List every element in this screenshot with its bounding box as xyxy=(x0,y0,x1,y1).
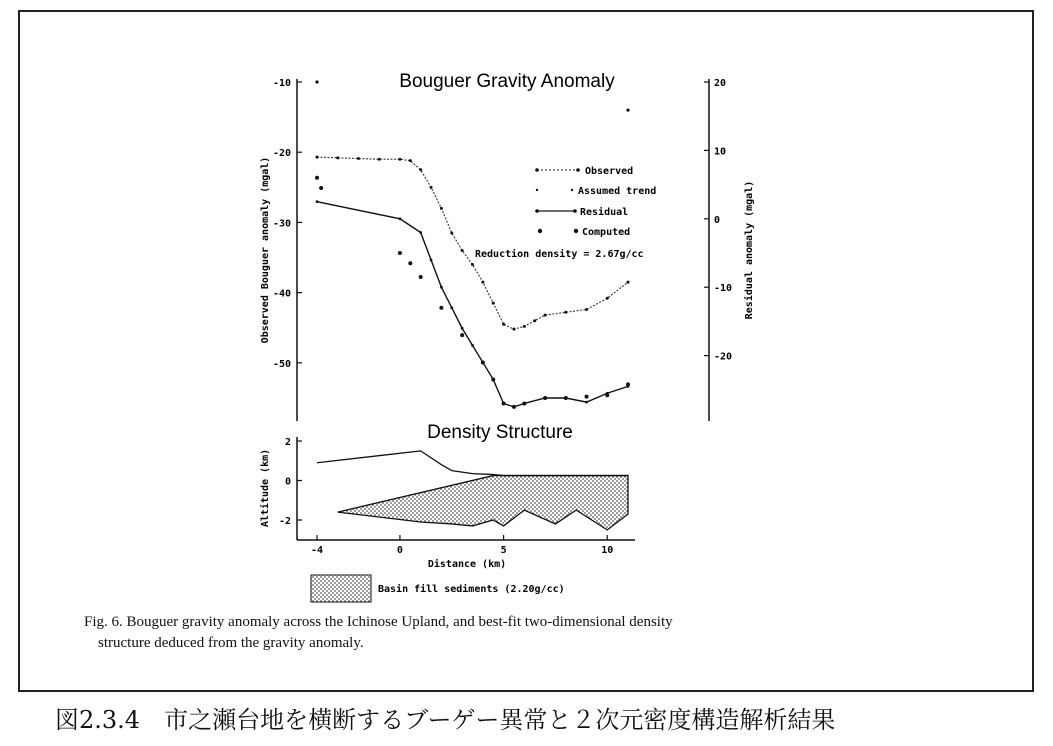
right-y-tick-label: -20 xyxy=(714,351,733,363)
right-y-tick-label: 0 xyxy=(714,214,721,226)
residual-point xyxy=(316,200,319,203)
gravity-legend xyxy=(475,166,656,260)
residual-point xyxy=(440,286,443,289)
observed-point xyxy=(481,281,484,284)
left-y-tick-label: -50 xyxy=(272,358,291,370)
observed-point xyxy=(440,207,443,210)
legend-computed-marker xyxy=(538,229,542,233)
legend-residual-marker xyxy=(535,209,539,213)
observed-point xyxy=(502,323,505,326)
legend-residual-marker-end xyxy=(573,209,577,213)
observed-point xyxy=(336,156,339,159)
left-y-tick-label: -30 xyxy=(272,218,291,230)
computed-point xyxy=(319,186,323,190)
legend-computed-marker-end xyxy=(574,229,578,233)
distance-tick-label: 5 xyxy=(500,545,507,556)
right-y-tick-label: -10 xyxy=(714,283,733,295)
legend-trend-marker xyxy=(536,189,538,191)
residual-point xyxy=(585,401,588,404)
density-chart-title: Density Structure xyxy=(427,422,573,443)
figure-caption xyxy=(84,612,984,654)
observed-point xyxy=(544,314,547,317)
observed-point xyxy=(533,319,536,322)
observed-point xyxy=(585,308,588,311)
observed-point xyxy=(523,325,526,328)
altitude-tick-label: -2 xyxy=(278,516,291,527)
observed-point xyxy=(606,297,609,300)
observed-point xyxy=(461,249,464,252)
right-y-axis-label: Residual anomaly (mgal) xyxy=(744,180,755,320)
computed-point xyxy=(491,378,495,382)
left-y-tick-label: -10 xyxy=(272,78,291,89)
residual-point xyxy=(399,217,402,220)
distance-tick-label: 10 xyxy=(601,545,614,556)
gravity-axis-ticks xyxy=(273,78,732,370)
legend-observed-marker-end xyxy=(576,168,580,172)
computed-point xyxy=(522,401,526,405)
observed-point xyxy=(430,186,433,189)
computed-point xyxy=(408,261,412,265)
observed-point xyxy=(471,263,474,266)
legend-observed-marker xyxy=(535,168,539,172)
legend-computed-label: Computed xyxy=(582,227,631,238)
observed-point xyxy=(378,158,381,161)
observed-series-line xyxy=(317,157,631,329)
computed-point xyxy=(315,176,319,180)
distance-tick-label: -4 xyxy=(310,545,324,556)
density-structure xyxy=(317,451,628,530)
observed-point xyxy=(357,157,360,160)
japanese-caption: 図2.3.4 市之瀬台地を横断するブーゲー異常と２次元密度構造解析結果 xyxy=(55,706,836,734)
assumed-trend-point xyxy=(626,108,629,111)
computed-point xyxy=(460,333,464,337)
computed-point xyxy=(439,306,443,310)
right-y-tick-label: 10 xyxy=(714,146,727,158)
left-y-axis-label: Observed Bouguer anomaly (mgal) xyxy=(260,156,271,344)
reduction-density-annotation: Reduction density = 2.67g/cc xyxy=(475,249,644,260)
assumed-trend-point xyxy=(315,80,318,83)
residual-point xyxy=(471,344,474,347)
altitude-tick-label: 2 xyxy=(284,437,291,448)
left-y-tick-label: -20 xyxy=(272,148,291,160)
figure-caption-line-1: Fig. 6. Bouguer gravity anomaly across the Ichinose Upland, and best-fit two-dimensional density xyxy=(84,614,673,630)
computed-point xyxy=(605,393,609,397)
gravity-series xyxy=(315,80,630,409)
distance-tick-label: 0 xyxy=(396,545,403,556)
computed-point xyxy=(398,251,402,255)
computed-point xyxy=(502,401,506,405)
computed-point xyxy=(543,396,547,400)
computed-point xyxy=(512,405,516,409)
observed-point xyxy=(512,328,515,331)
gravity-chart-title: Bouguer Gravity Anomaly xyxy=(399,71,615,92)
observed-point xyxy=(627,281,630,284)
legend-observed-label: Observed xyxy=(585,166,634,177)
observed-point xyxy=(398,158,401,161)
basin-legend-swatch xyxy=(311,575,371,602)
residual-point xyxy=(450,306,453,309)
observed-point xyxy=(419,168,422,171)
distance-axis-label: Distance (km) xyxy=(427,559,507,570)
legend-trend-marker-end xyxy=(571,189,573,191)
residual-point xyxy=(419,231,422,234)
legend-trend-label: Assumed trend xyxy=(578,186,657,197)
computed-point xyxy=(564,396,568,400)
ground-surface-line xyxy=(317,451,628,476)
basin-fill-polygon xyxy=(338,476,628,530)
residual-point xyxy=(430,258,433,261)
figure-caption-line-2: structure deduced from the gravity anomaly. xyxy=(98,635,364,651)
residual-point xyxy=(461,327,464,330)
observed-point xyxy=(450,231,453,234)
right-y-tick-label: 20 xyxy=(714,78,727,89)
computed-point xyxy=(626,382,630,386)
observed-point xyxy=(564,311,567,314)
computed-point xyxy=(481,360,485,364)
computed-point xyxy=(419,275,423,279)
left-y-tick-label: -40 xyxy=(272,288,291,300)
observed-point xyxy=(409,159,412,162)
altitude-axis-label: Altitude (km) xyxy=(260,448,271,528)
observed-point xyxy=(492,302,495,305)
observed-point xyxy=(316,156,319,159)
basin-legend-label: Basin fill sediments (2.20g/cc) xyxy=(378,584,565,595)
altitude-tick-label: 0 xyxy=(284,476,291,488)
computed-point xyxy=(585,395,589,399)
legend-residual-label: Residual xyxy=(580,207,629,218)
